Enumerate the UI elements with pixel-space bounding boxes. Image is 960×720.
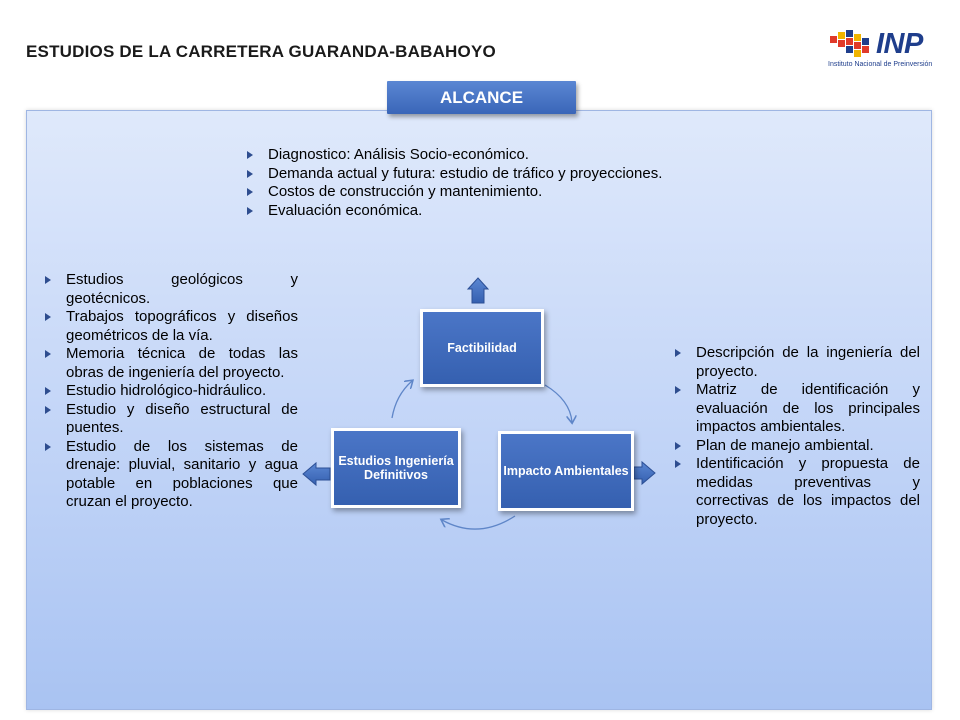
list-item-text: Matriz de identificación y evaluación de los principales impactos ambientales. [696, 381, 920, 435]
bullet-arrow-icon [675, 386, 681, 394]
list-item-text: Estudio hidrológico-hidráulico. [66, 382, 267, 399]
section-label: ALCANCE [387, 81, 576, 114]
node-label: Factibilidad [447, 341, 517, 355]
list-item-text: Plan de manejo ambiental. [696, 436, 874, 454]
list-item-text: Estudios geológicos y geotécnicos. [66, 271, 298, 307]
list-item [670, 381, 920, 437]
list-item-text: Descripción de la ingeniería del proyecto. [696, 344, 920, 380]
list-item-text: Evaluación económica. [268, 201, 423, 219]
list-item-text: Diagnostico: Análisis Socio-económico. [268, 146, 529, 163]
list-item [670, 344, 920, 381]
bullet-arrow-icon [45, 406, 51, 414]
logo-subtitle: Instituto Nacional de Preinversión [828, 61, 933, 68]
bullet-arrow-icon [247, 151, 253, 159]
bullet-arrow-icon [675, 349, 681, 357]
list-item [40, 401, 298, 438]
bullet-arrow-icon [45, 443, 51, 451]
bullet-arrow-icon [675, 460, 681, 468]
list-item [40, 345, 298, 382]
list-item [242, 146, 738, 165]
bullet-arrow-icon [675, 442, 681, 450]
list-item [670, 455, 920, 529]
list-item-text: Memoria técnica de todas las obras de ingeniería del proyecto. [66, 345, 298, 381]
estudios-ingenieria-list [40, 271, 298, 512]
list-item-text: Identificación y propuesta de medidas preventivas y correctivas de los impactos del proyecto. [696, 455, 920, 528]
node-label: Estudios Ingeniería Definitivos [338, 454, 454, 482]
list-item [40, 438, 298, 512]
list-item [40, 308, 298, 345]
list-item [40, 382, 298, 401]
list-item [242, 183, 738, 202]
list-item-text: Trabajos topográficos y diseños geométricos de la vía. [66, 308, 298, 344]
list-item [242, 202, 738, 221]
inp-logo-icon [828, 28, 876, 60]
bullet-arrow-icon [45, 350, 51, 358]
list-item-text: Demanda actual y futura: estudio de tráfico y proyecciones. [268, 164, 663, 182]
inp-logo [828, 28, 946, 74]
list-item [242, 165, 738, 184]
node-estudios-ingenieria [331, 428, 461, 508]
bullet-arrow-icon [45, 276, 51, 284]
bullet-arrow-icon [45, 387, 51, 395]
list-item-text: Costos de construcción y mantenimiento. [268, 183, 543, 200]
bullet-arrow-icon [45, 313, 51, 321]
bullet-arrow-icon [247, 170, 253, 178]
list-item [40, 271, 298, 308]
bullet-arrow-icon [247, 207, 253, 215]
logo-text: INP [876, 28, 923, 60]
list-item [670, 437, 920, 456]
page-title: ESTUDIOS DE LA CARRETERA GUARANDA-BABAHOYO [26, 42, 496, 61]
factibilidad-list [242, 146, 738, 220]
list-item-text: Estudio de los sistemas de drenaje: pluvial, sanitario y agua potable en poblaciones que cruzan el proyecto. [66, 437, 298, 510]
node-factibilidad [420, 309, 544, 387]
bullet-arrow-icon [247, 188, 253, 196]
impacto-ambiental-list [670, 344, 920, 529]
list-item-text: Estudio y diseño estructural de puentes. [66, 400, 298, 436]
node-impacto-ambientales [498, 431, 634, 511]
node-label: Impacto Ambientales [503, 464, 629, 478]
